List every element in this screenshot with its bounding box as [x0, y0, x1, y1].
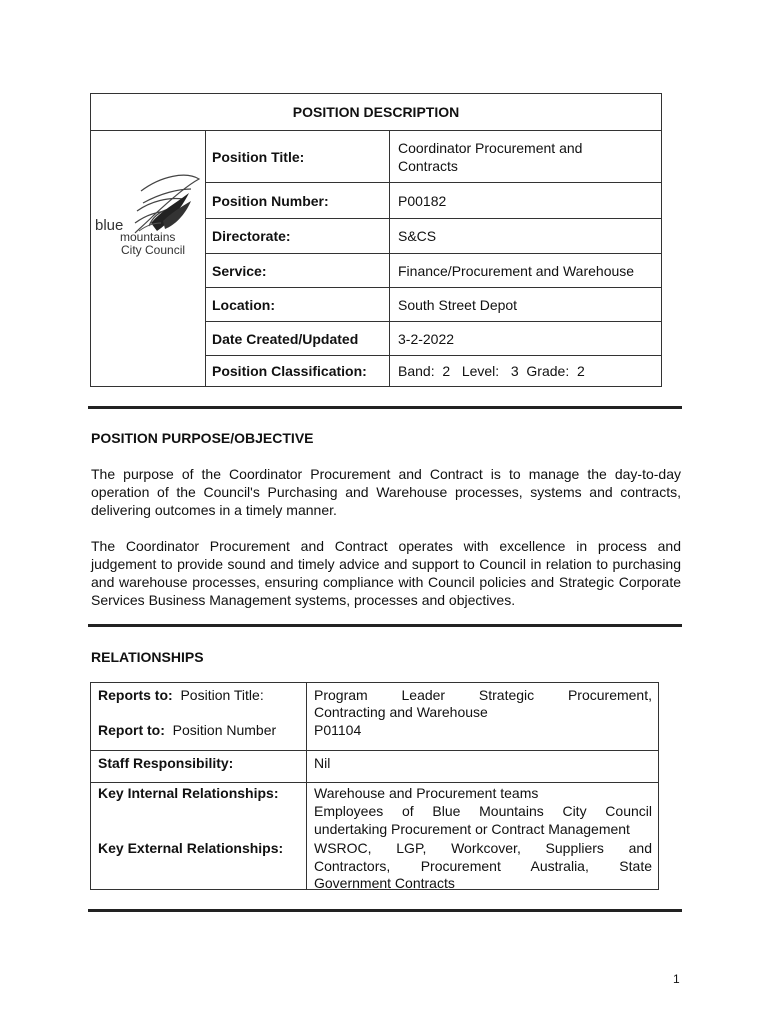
column-divider [306, 683, 307, 889]
row-location [206, 288, 662, 322]
purpose-paragraph-1: The purpose of the Coordinator Procurement and Contract is to manage the day-to-day operation of the Council's Purchasing and Warehouse processes, systems and contracts, delivering outcomes in a timely manner. [91, 466, 681, 518]
row-position-classification [206, 356, 662, 386]
reports-to-sub: Position Title: [180, 687, 264, 703]
internal-line-1: Warehouse and Procurement teams [314, 785, 539, 801]
position-number-value: P00182 [398, 192, 447, 209]
logo-text-mountains: mountains [120, 230, 176, 244]
position-title-label: Position Title: [206, 131, 390, 182]
reports-to-label: Reports to: [98, 687, 173, 703]
date-created-value: 3-2-2022 [398, 330, 455, 347]
section-divider [88, 406, 682, 409]
report-to-value: P01104 [314, 722, 362, 738]
section-divider [88, 624, 682, 627]
position-header-table [90, 93, 662, 387]
report-to-label: Report to: [98, 722, 165, 738]
position-title-value: Coordinator Procurement and Contracts [398, 139, 583, 174]
external-line-2: Contractors, Procurement Australia, State [314, 858, 652, 874]
report-to-sub: Position Number [172, 722, 277, 738]
staff-responsibility-label: Staff Responsibility: [98, 755, 234, 771]
location-value: South Street Depot [398, 296, 518, 313]
section-divider [88, 909, 682, 912]
staff-responsibility-value: Nil [314, 755, 331, 771]
row-position-title [206, 131, 662, 183]
position-classification-label: Position Classification: [206, 356, 390, 386]
location-label: Location: [206, 288, 390, 321]
logo-cell [91, 131, 206, 387]
directorate-label: Directorate: [206, 219, 390, 253]
position-number-label: Position Number: [206, 183, 390, 218]
service-label: Service: [206, 254, 390, 287]
logo-text-city-council: City Council [121, 243, 186, 257]
external-line-1: WSROC, LGP, Workcover, Suppliers and [314, 840, 652, 856]
report-to-cell [98, 721, 276, 739]
row-service [206, 254, 662, 288]
internal-line-2: Employees of Blue Mountains City Council [314, 803, 652, 819]
directorate-value: S&CS [398, 228, 437, 244]
relationships-heading: RELATIONSHIPS [91, 649, 204, 665]
date-created-label: Date Created/Updated [206, 322, 390, 355]
internal-relationships-label: Key Internal Relationships: [98, 785, 279, 801]
reports-to-cell [98, 686, 264, 704]
row-directorate [206, 219, 662, 254]
external-line-3: Government Contracts [314, 875, 455, 891]
row-divider [91, 750, 658, 751]
purpose-paragraph-2: The Coordinator Procurement and Contract operates with excellence in process and judgement to provide sound and timely advice and support to Council in relation to purchasing and warehouse processes, ensuring compliance with Council policies and Strategic Corporate Services Business Management systems, processes and objectives. [91, 538, 681, 608]
row-divider [91, 782, 658, 783]
purpose-heading: POSITION PURPOSE/OBJECTIVE [91, 430, 314, 446]
position-description-title: POSITION DESCRIPTION [91, 94, 661, 131]
logo-text-blue: blue [95, 217, 124, 234]
service-value: Finance/Procurement and Warehouse [398, 262, 635, 279]
relationships-table [90, 682, 659, 890]
page-number: 1 [673, 972, 680, 986]
leaf-logo-icon [91, 131, 206, 387]
row-date-created [206, 322, 662, 356]
position-classification-value: Band: 2 Level: 3 Grade: 2 [398, 363, 585, 379]
external-relationships-label: Key External Relationships: [98, 840, 284, 856]
reports-to-value-line2: Contracting and Warehouse [314, 704, 488, 720]
internal-line-3: undertaking Procurement or Contract Management [314, 821, 630, 837]
reports-to-value-line1: Program Leader Strategic Procurement, [314, 687, 652, 703]
row-position-number [206, 183, 662, 219]
